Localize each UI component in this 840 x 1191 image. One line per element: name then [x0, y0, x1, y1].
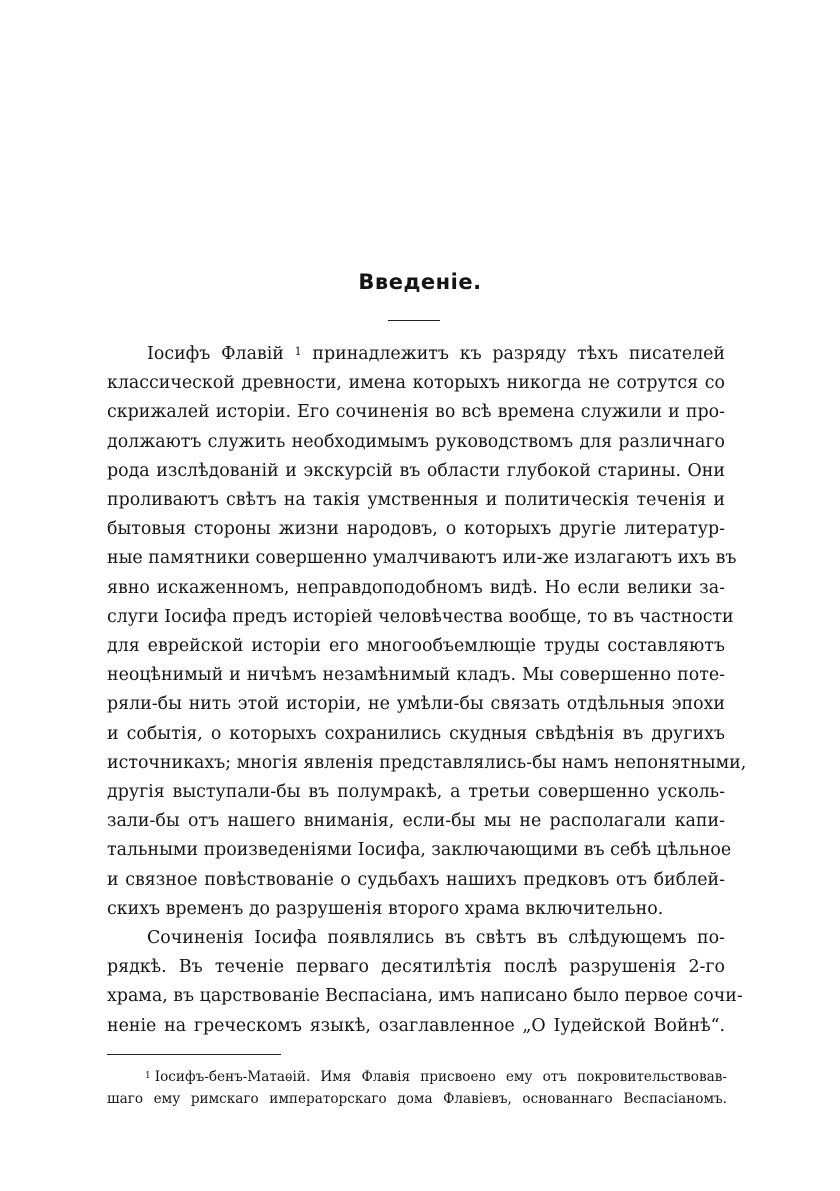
text-line: скрижалей исторіи. Его сочиненія во всѣ времена служили и про- [107, 402, 725, 423]
text-line: явно искаженномъ, неправдоподобномъ видѣ. Но если велики за- [107, 577, 725, 598]
text-line: Іосифъ Флавій $^1$ принадлежитъ къ разряду тѣхъ писателей [147, 344, 726, 364]
text-line: неоцѣнимый и ничѣмъ незамѣнимый кладъ. Мы совершенно поте- [107, 665, 725, 686]
footnote-line: $^1$ Іосифъ-бенъ-Матаѳій. Имя Флавія присвоено ему отъ покровительствовав- [145, 1069, 727, 1085]
text-line: скихъ временъ до разрушенія второго храма включительно. [107, 898, 664, 919]
text-line: и связное повѣствованіе о судьбахъ нашихъ предковъ отъ библей- [107, 869, 725, 890]
text-line: бытовыя стороны жизни народовъ, о которыхъ другіе литератур- [107, 519, 725, 540]
main-text [107, 340, 747, 1041]
text-line: проливаютъ свѣтъ на такія умственныя и политическія теченія и [107, 490, 725, 511]
footnote [107, 1066, 727, 1110]
text-line: другія выступали-бы въ полумракѣ, а третьи совершенно усколь- [107, 782, 725, 803]
footnote-number: 1 [145, 1071, 151, 1081]
title-divider [388, 320, 440, 321]
text-line: источникахъ; многія явленія представлялись-бы намъ непонятными, [107, 752, 747, 773]
text-line: храма, въ царствованіе Веспасіана, имъ написано было первое сочи- [107, 986, 743, 1007]
text-line: должаютъ служить необходимымъ руководствомъ для различнаго [107, 431, 725, 452]
text-line: рода изслѣдованій и экскурсій въ области глубокой старины. Они [107, 460, 725, 481]
text-line: зали-бы отъ нашего вниманія, если-бы мы не располагали капи- [107, 811, 725, 832]
text-line: ряли-бы нить этой исторіи, не умѣли-бы связать отдѣльныя эпохи [107, 694, 725, 715]
footnote-divider [107, 1054, 281, 1055]
text-line: для еврейской исторіи его многообъемлющіе труды составляютъ [107, 636, 725, 657]
footnote-line: шаго ему римскаго императорскаго дома Флавіевъ, основаннаго Веспасіаномъ. [107, 1091, 727, 1107]
chapter-title: Введеніе. [358, 270, 482, 294]
text-line: классической древности, имена которыхъ никогда не сотрутся со [107, 373, 725, 394]
text-line: Сочиненія Іосифа появлялись въ свѣтъ въ слѣдующемъ по- [147, 928, 725, 949]
text-line: слуги Іосифа предъ исторіей человѣчества вообще, то въ частности [107, 606, 734, 627]
text-line: ные памятники совершенно умалчиваютъ или-же излагаютъ ихъ въ [107, 548, 737, 569]
text-line: рядкѣ. Въ теченіе перваго десятилѣтія послѣ разрушенія 2-го [107, 957, 725, 978]
text-line: и событія, о которыхъ сохранились скудныя свѣдѣнія въ другихъ [107, 723, 725, 744]
footnote-reference: 1 [294, 345, 302, 358]
text-line: тальными произведеніями Іосифа, заключающими въ себѣ цѣльное [107, 840, 732, 861]
text-line: неніе на греческомъ языкѣ, озаглавленное „О Іудейской Войнѣ“. [107, 1015, 725, 1036]
